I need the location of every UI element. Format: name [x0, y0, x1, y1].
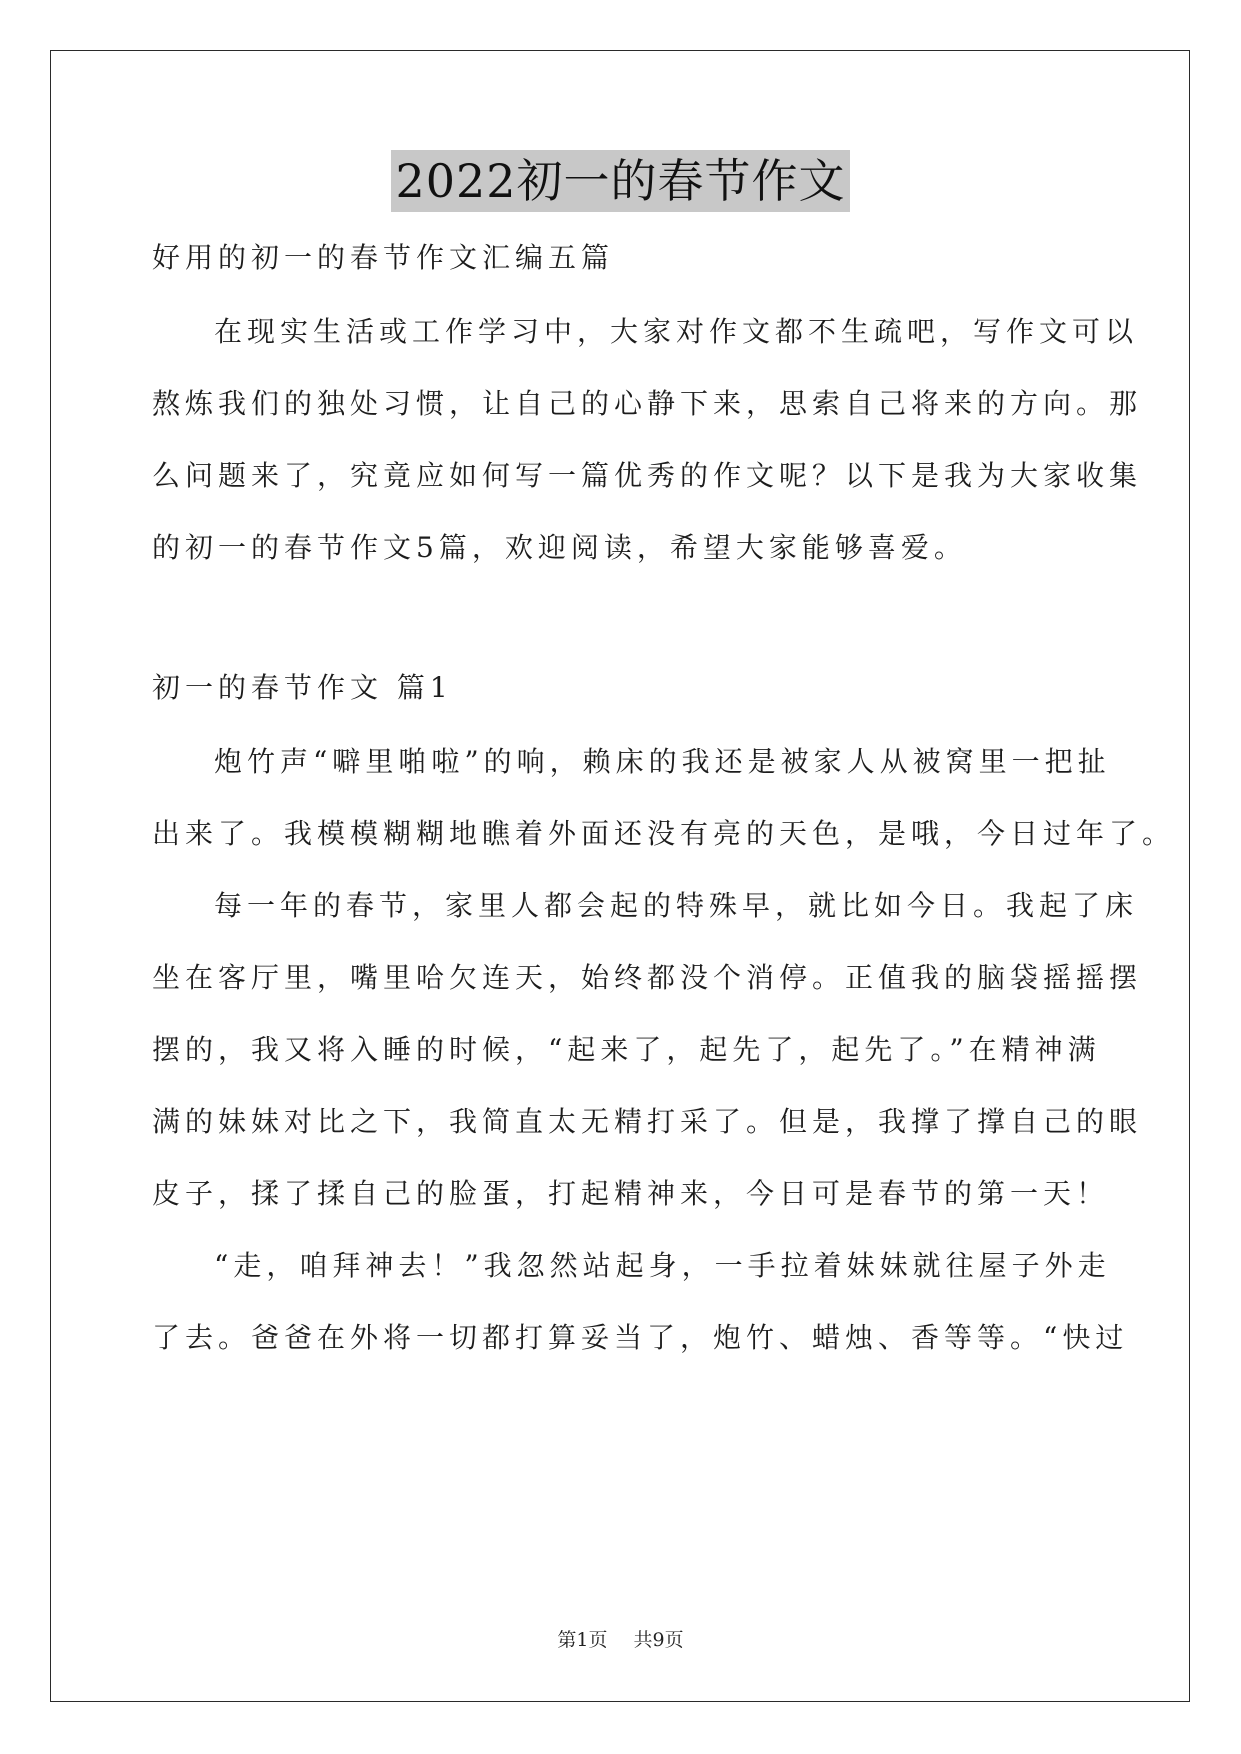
page-border: [50, 50, 1190, 1702]
document-title: 2022初一的春节作文: [391, 150, 849, 212]
intro-line: 的初一的春节作文5篇，欢迎阅读，希望大家能够喜爱。: [152, 531, 967, 564]
section-heading: 初一的春节作文 篇1: [152, 671, 453, 704]
intro-line: 么问题来了，究竟应如何写一篇优秀的作文呢？以下是我为大家收集: [152, 459, 1143, 492]
body-line: 皮子，揉了揉自己的脸蛋，打起精神来，今日可是春节的第一天！: [152, 1177, 1110, 1210]
page-total: 共9页: [633, 1629, 684, 1651]
intro-line: 在现实生活或工作学习中，大家对作文都不生疏吧，写作文可以: [214, 315, 1139, 348]
body-line: 每一年的春节，家里人都会起的特殊早，就比如今日。我起了床: [214, 889, 1139, 922]
body-line: 摆的，我又将入睡的时候，“起来了，起先了，起先了。”在精神满: [152, 1033, 1101, 1066]
body-line: 出来了。我模模糊糊地瞧着外面还没有亮的天色，是哦，今日过年了。: [152, 817, 1176, 850]
title-wrap: [0, 150, 1241, 212]
page-number: 第1页: [557, 1629, 608, 1651]
body-line: “走，咱拜神去！”我忽然站起身，一手拉着妹妹就往屋子外走: [214, 1249, 1111, 1282]
body-line: 坐在客厅里，嘴里哈欠连天，始终都没个消停。正值我的脑袋摇摇摆: [152, 961, 1143, 994]
intro-line: 熬炼我们的独处习惯，让自己的心静下来，思索自己将来的方向。那: [152, 387, 1143, 420]
page-footer: [0, 1628, 1241, 1652]
body-line: 炮竹声“噼里啪啦”的响，赖床的我还是被家人从被窝里一把扯: [214, 745, 1111, 778]
body-line: 满的妹妹对比之下，我简直太无精打采了。但是，我撑了撑自己的眼: [152, 1105, 1143, 1138]
body-line: 了去。爸爸在外将一切都打算妥当了，炮竹、蜡烛、香等等。“快过: [152, 1321, 1129, 1354]
document-subtitle: 好用的初一的春节作文汇编五篇: [152, 241, 615, 274]
